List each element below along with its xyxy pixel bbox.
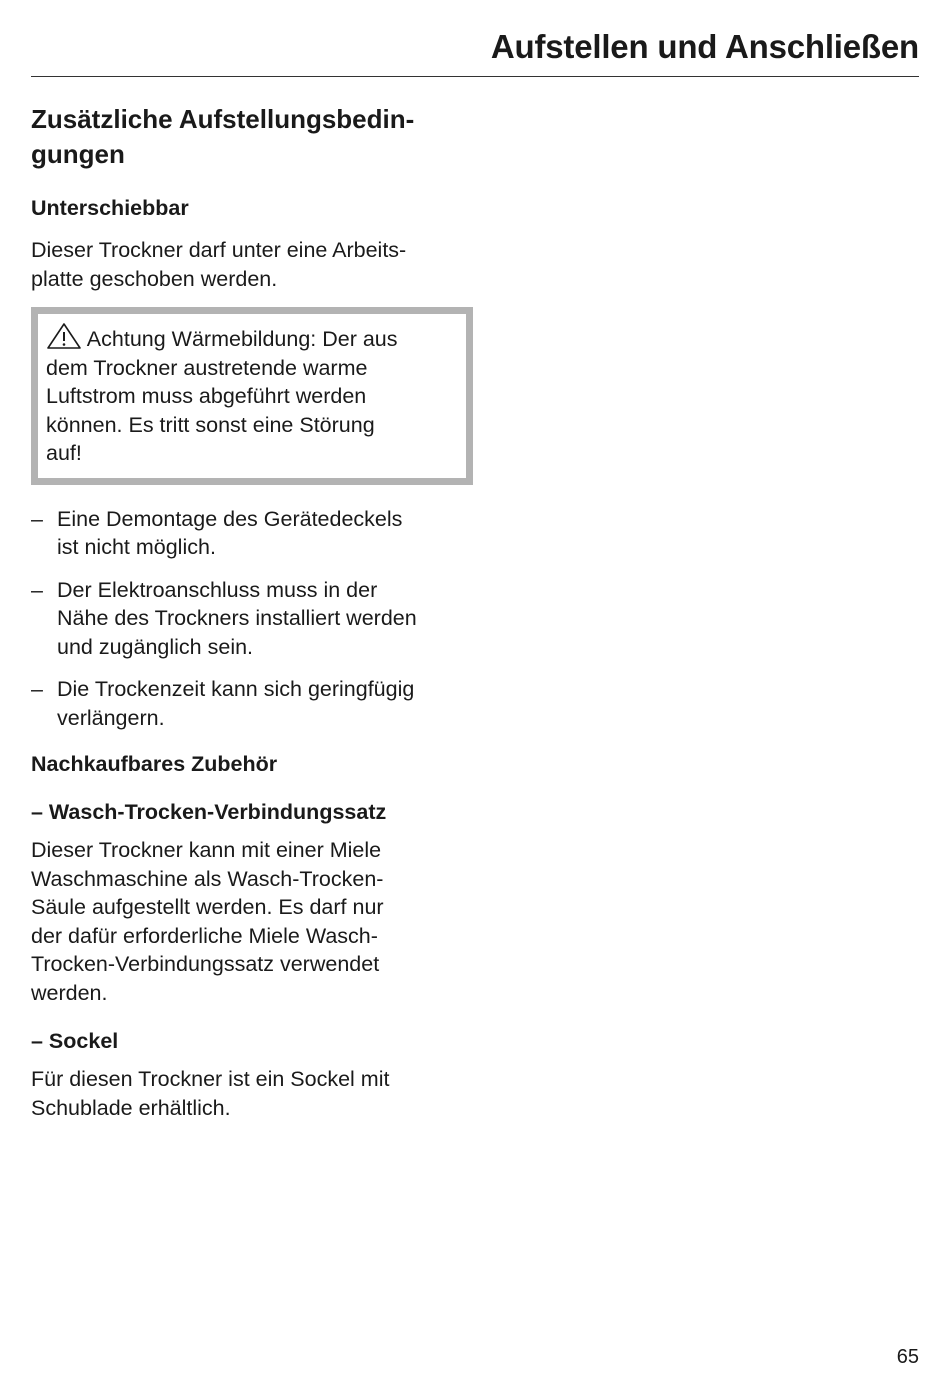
list-dash: – xyxy=(31,506,43,531)
list-item xyxy=(31,505,463,562)
list-item-line: Eine Demontage des Gerätedeckels xyxy=(57,506,403,531)
list-item-line: verlängern. xyxy=(57,705,165,730)
warning-line: Luftstrom muss abgeführt werden xyxy=(46,384,367,408)
list-item-line: und zugänglich sein. xyxy=(57,634,254,659)
accessory-title-sockel: – Sockel xyxy=(31,1029,119,1053)
section-title-line1: Zusätzliche Aufstellungsbedin- xyxy=(31,104,415,134)
paragraph-line: Dieser Trockner darf unter eine Arbeits- xyxy=(31,238,407,262)
list-item xyxy=(31,675,463,732)
paragraph-line: platte geschoben werden. xyxy=(31,266,278,291)
paragraph-line: Schublade erhältlich. xyxy=(31,1095,231,1120)
subheading-zubehoer: Nachkaufbares Zubehör xyxy=(31,752,278,776)
paragraph-line: Waschmaschine als Wasch-Trocken- xyxy=(31,866,384,891)
warning-line: können. Es tritt sonst eine Störung xyxy=(46,412,375,437)
paragraph-line: Trocken-Verbindungssatz verwendet xyxy=(31,952,380,976)
requirements-list xyxy=(31,505,463,733)
list-item xyxy=(31,576,463,662)
paragraph-line: der dafür erforderliche Miele Wasch- xyxy=(31,923,378,948)
page-header-title: Aufstellen und Anschließen xyxy=(490,28,919,65)
paragraph-line: Für diesen Trockner ist ein Sockel mit xyxy=(31,1067,390,1091)
page-number: 65 xyxy=(896,1346,919,1368)
header-divider xyxy=(31,76,919,77)
paragraph-sockel xyxy=(31,1065,463,1122)
list-dash: – xyxy=(31,577,43,602)
warning-box xyxy=(31,307,473,485)
warning-triangle-icon xyxy=(46,322,82,350)
section-title-line2: gungen xyxy=(31,139,125,169)
subheading-unterschiebbar: Unterschiebbar xyxy=(31,196,189,220)
warning-line: auf! xyxy=(46,441,82,465)
paragraph-line: Säule aufgestellt werden. Es darf nur xyxy=(31,895,384,919)
paragraph-verbindungssatz xyxy=(31,836,463,1007)
list-dash: – xyxy=(31,677,43,701)
list-item-line: Die Trockenzeit kann sich geringfügig xyxy=(57,677,415,701)
paragraph-line: Dieser Trockner kann mit einer Miele xyxy=(31,838,382,862)
warning-line: Achtung Wärmebildung: Der aus xyxy=(86,327,398,351)
paragraph-unterschiebbar xyxy=(31,236,463,293)
section-title xyxy=(31,102,463,172)
list-item-line: Nähe des Trockners installiert werden xyxy=(57,606,417,630)
main-column xyxy=(31,102,463,1136)
warning-line: dem Trockner austretende warme xyxy=(46,355,368,380)
list-item-line: Der Elektroanschluss muss in der xyxy=(57,577,378,602)
accessory-title-verbindungssatz: – Wasch-Trocken-Verbindungssatz xyxy=(31,800,387,824)
list-item-line: ist nicht möglich. xyxy=(57,535,216,559)
paragraph-line: werden. xyxy=(31,980,108,1005)
